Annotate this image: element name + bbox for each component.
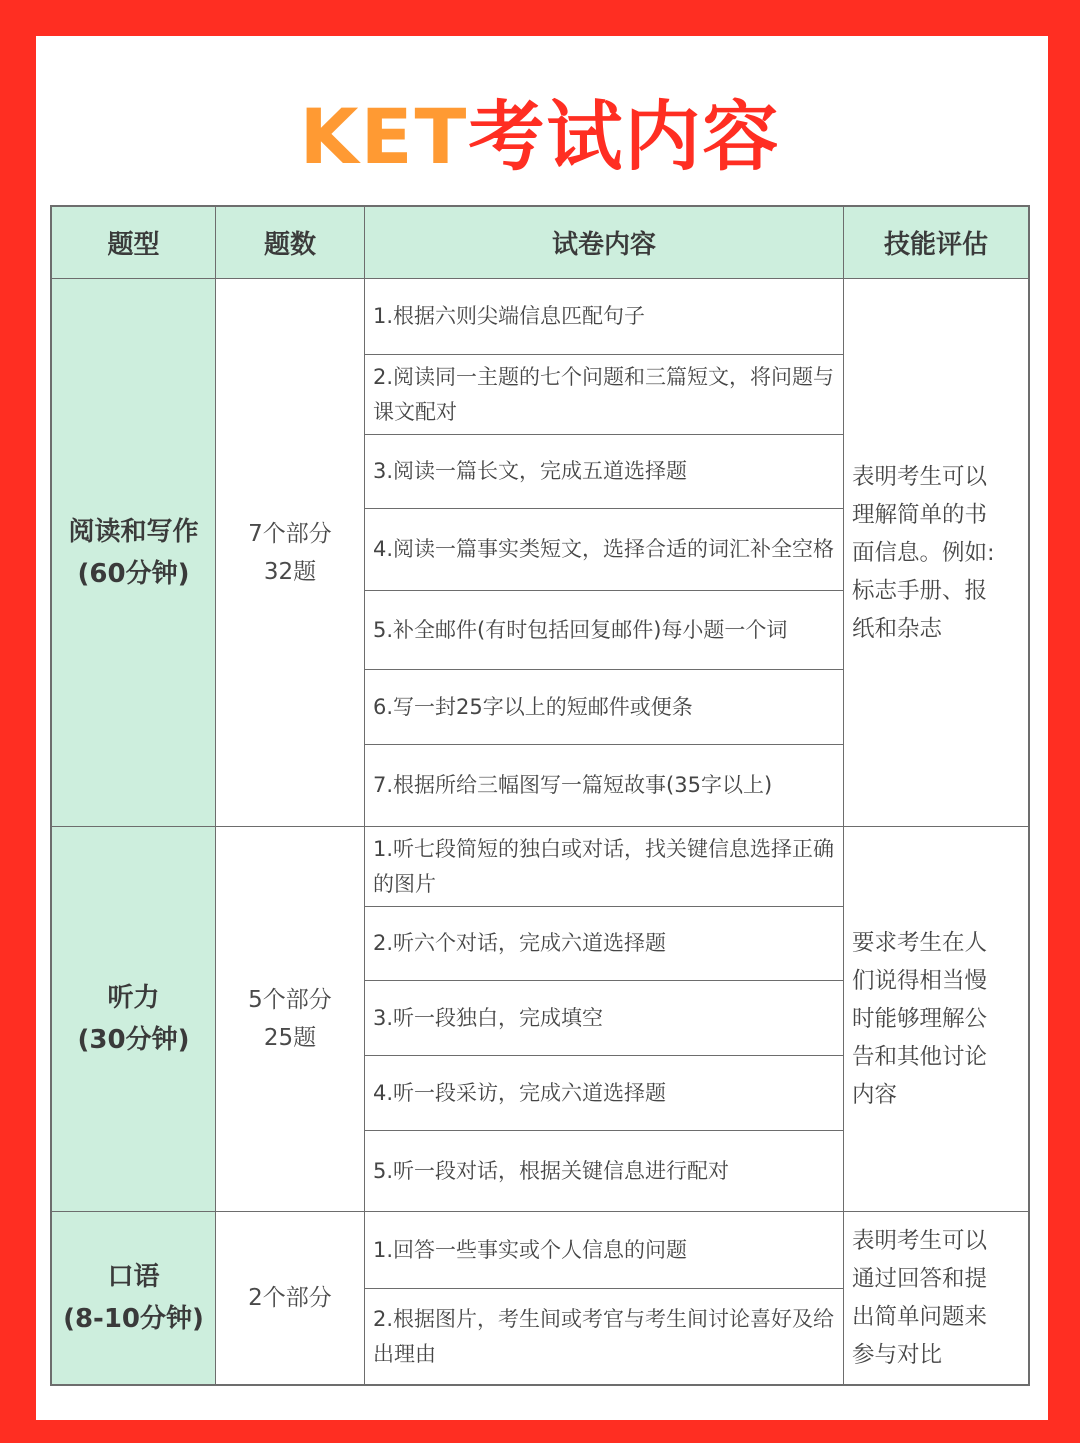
content-item: 7.根据所给三幅图写一篇短故事(35字以上) <box>373 773 773 797</box>
column-divider <box>215 207 216 1384</box>
column-divider <box>364 207 365 1384</box>
section-name: 阅读和写作 <box>68 516 199 547</box>
content-item: 5.补全邮件(有时包括回复邮件)每小题一个词 <box>373 617 788 642</box>
header-paper-content: 试卷内容 <box>365 207 843 278</box>
content-item: 1.回答一些事实或个人信息的问题 <box>373 1237 688 1262</box>
row-divider <box>364 434 844 435</box>
title-rest: 考试内容 <box>468 92 781 181</box>
content-item: 2.根据图片，考生间或考官与考生间讨论喜好及给出理由 <box>373 1306 835 1366</box>
section-listening-skill <box>844 827 1028 1211</box>
header-skill-assessment: 技能评估 <box>844 207 1028 278</box>
section-duration: (8-10分钟) <box>63 1304 204 1334</box>
row-divider <box>52 278 1028 279</box>
content-item: 6.写一封25字以上的短邮件或便条 <box>373 694 693 719</box>
skill-text: 表明考生可以通过回答和提出简单问题来参与对比 <box>852 1228 988 1368</box>
row-divider <box>364 1055 844 1056</box>
section-duration: (60分钟) <box>77 558 190 589</box>
row-divider <box>364 590 844 591</box>
section-listening-count <box>216 827 364 1211</box>
row-divider <box>364 508 844 509</box>
section-speaking-type <box>52 1212 215 1384</box>
row-divider <box>364 1288 844 1289</box>
column-divider <box>843 207 844 1384</box>
section-reading-writing-skill <box>844 279 1028 826</box>
section-name: 口语 <box>107 1262 160 1292</box>
content-item: 4.阅读一篇事实类短文，选择合适的词汇补全空格 <box>373 537 835 561</box>
content-item: 5.听一段对话，根据关键信息进行配对 <box>373 1158 730 1183</box>
section-reading-writing-count <box>216 279 364 826</box>
section-speaking-skill <box>844 1212 1028 1384</box>
content-item: 4.听一段采访，完成六道选择题 <box>373 1080 667 1105</box>
content-item: 2.听六个对话，完成六道选择题 <box>373 931 667 955</box>
row-divider <box>364 980 844 981</box>
parts-count: 5个部分 <box>248 987 332 1013</box>
content-item: 1.听七段简短的独白或对话，找关键信息选择正确的图片 <box>373 836 835 896</box>
content-item: 3.听一段独白，完成填空 <box>373 1005 604 1030</box>
row-divider <box>364 906 844 907</box>
section-speaking-count <box>216 1212 364 1384</box>
parts-count: 2个部分 <box>248 1285 332 1311</box>
title-ket: KET <box>299 92 469 181</box>
row-divider <box>364 744 844 745</box>
header-question-count: 题数 <box>216 207 364 278</box>
section-listening-type <box>52 827 215 1211</box>
parts-count: 7个部分 <box>248 520 332 547</box>
content-item: 3.阅读一篇长文，完成五道选择题 <box>373 459 688 483</box>
questions-count: 25题 <box>263 1025 317 1051</box>
row-divider <box>364 669 844 670</box>
page-title <box>0 92 1080 182</box>
section-divider <box>52 826 1028 827</box>
content-item: 2.阅读同一主题的七个问题和三篇短文，将问题与课文配对 <box>373 364 835 424</box>
skill-text: 表明考生可以理解简单的书面信息。例如:标志手册、报纸和杂志 <box>852 463 995 642</box>
row-divider <box>364 1130 844 1131</box>
section-reading-writing-type <box>52 279 215 826</box>
exam-content-table <box>50 205 1030 1386</box>
row-divider <box>364 354 844 355</box>
skill-text: 要求考生在人们说得相当慢时能够理解公告和其他讨论内容 <box>852 930 988 1108</box>
header-question-type: 题型 <box>52 207 215 278</box>
section-divider <box>52 1211 1028 1212</box>
section-duration: (30分钟) <box>77 1025 190 1055</box>
section-name: 听力 <box>107 983 160 1013</box>
content-item: 1.根据六则尖端信息匹配句子 <box>373 304 646 328</box>
questions-count: 32题 <box>263 558 317 585</box>
